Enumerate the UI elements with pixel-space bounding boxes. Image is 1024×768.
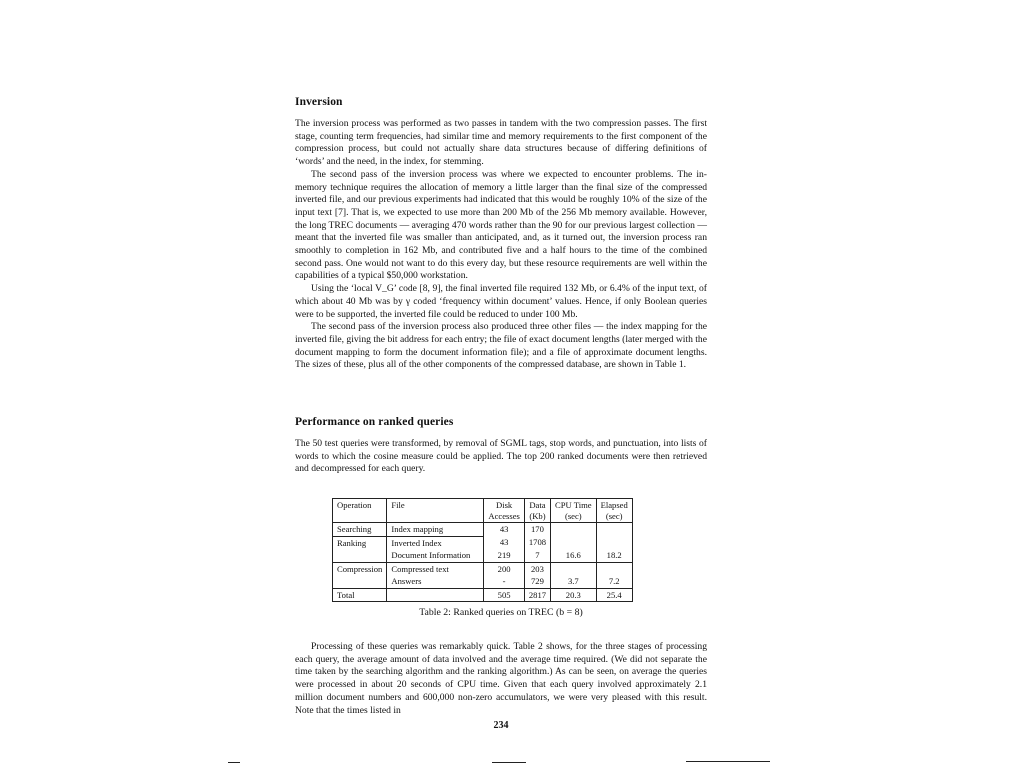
header-elapsed: Elapsed (sec) xyxy=(596,499,632,523)
header-operation: Operation xyxy=(333,499,387,523)
page-number: 234 xyxy=(493,720,509,731)
inversion-section-body xyxy=(295,118,707,372)
header-cpu: CPU Time (sec) xyxy=(551,499,597,523)
scan-artifact xyxy=(228,762,240,763)
performance-section-body xyxy=(295,438,707,476)
table-row: Compression Compressed text 200 203 xyxy=(333,562,633,575)
table-row-total: Total 505 2817 20.3 25.4 xyxy=(333,588,633,602)
paragraph: The second pass of the inversion process also produced three other files — the index mapping for the inverted file, giving the bit address for each entry; the file of exact document lengths (later merged with the document mapping to form the document information file); and a file of approximate document lengths. The sizes of these, plus all of the other components of the compressed database, are shown in Table 1. xyxy=(295,321,707,371)
table-row: Ranking Inverted Index 43 1708 xyxy=(333,536,633,549)
paragraph: Using the ‘local V_G’ code [8, 9], the final inverted file required 132 Mb, or 6.4% of the input text, of which about 40 Mb was by γ coded ‘frequency within document’ values. Hence, if only Boolean queries were to be supported, the inverted file could be reduced to under 100 Mb. xyxy=(295,283,707,320)
closing-section-body xyxy=(295,641,707,717)
table-caption: Table 2: Ranked queries on TREC (b = 8) xyxy=(419,607,583,618)
header-disk: Disk Accesses xyxy=(484,499,525,523)
table-row: Answers - 729 3.7 7.2 xyxy=(333,575,633,588)
ranked-queries-table xyxy=(332,498,633,602)
scan-artifact xyxy=(686,761,770,762)
paragraph: The inversion process was performed as two passes in tandem with the two compression passes. The first stage, counting term frequencies, had similar time and memory requirements to the first component of the compression process, but could not actually share data structures because of differing definitions of ‘words’ and the need, in the index, for stemming. xyxy=(295,118,707,168)
paragraph: Processing of these queries was remarkably quick. Table 2 shows, for the three stages of processing each query, the average amount of data involved and the average time required. (We did not separate the time taken by the searching algorithm and the ranking algorithm.) As can be seen, on average the queries were processed in about 20 seconds of CPU time. Given that each query involved approximately 2.1 million document numbers and 600,000 non-zero accumulators, we were very pleased with this result. Note that the times listed in xyxy=(295,641,707,716)
scan-artifact xyxy=(492,762,526,763)
header-data: Data (Kb) xyxy=(524,499,550,523)
table-header-row xyxy=(333,499,633,523)
section-heading-inversion: Inversion xyxy=(295,96,343,108)
paragraph: The 50 test queries were transformed, by removal of SGML tags, stop words, and punctuation, into lists of words to which the cosine measure could be applied. The top 200 ranked documents were then retrieved and decompressed for each query. xyxy=(295,438,707,475)
table-row: Document Information 219 7 16.6 18.2 xyxy=(333,549,633,562)
paragraph: The second pass of the inversion process was where we expected to encounter problems. The in-memory technique requires the allocation of memory a little larger than the final size of the compressed inverted file, and our previous experiments had indicated that this would be roughly 10% of the size of the input text [7]. That is, we expected to use more than 200 Mb of the 256 Mb memory available. However, the long TREC documents — averaging 470 words rather than the 90 for our previous largest collection — meant that the inverted file was smaller than anticipated, and, as it turned out, the inversion process ran smoothly to completion in 162 Mb, and contributed five and a half hours to the time of the combined second pass. One would not want to do this every day, but these resource requirements are well within the capabilities of a typical $50,000 workstation. xyxy=(295,168,707,282)
section-heading-performance: Performance on ranked queries xyxy=(295,416,454,428)
header-file: File xyxy=(387,499,484,523)
table-row: Searching Index mapping 43 170 xyxy=(333,523,633,537)
